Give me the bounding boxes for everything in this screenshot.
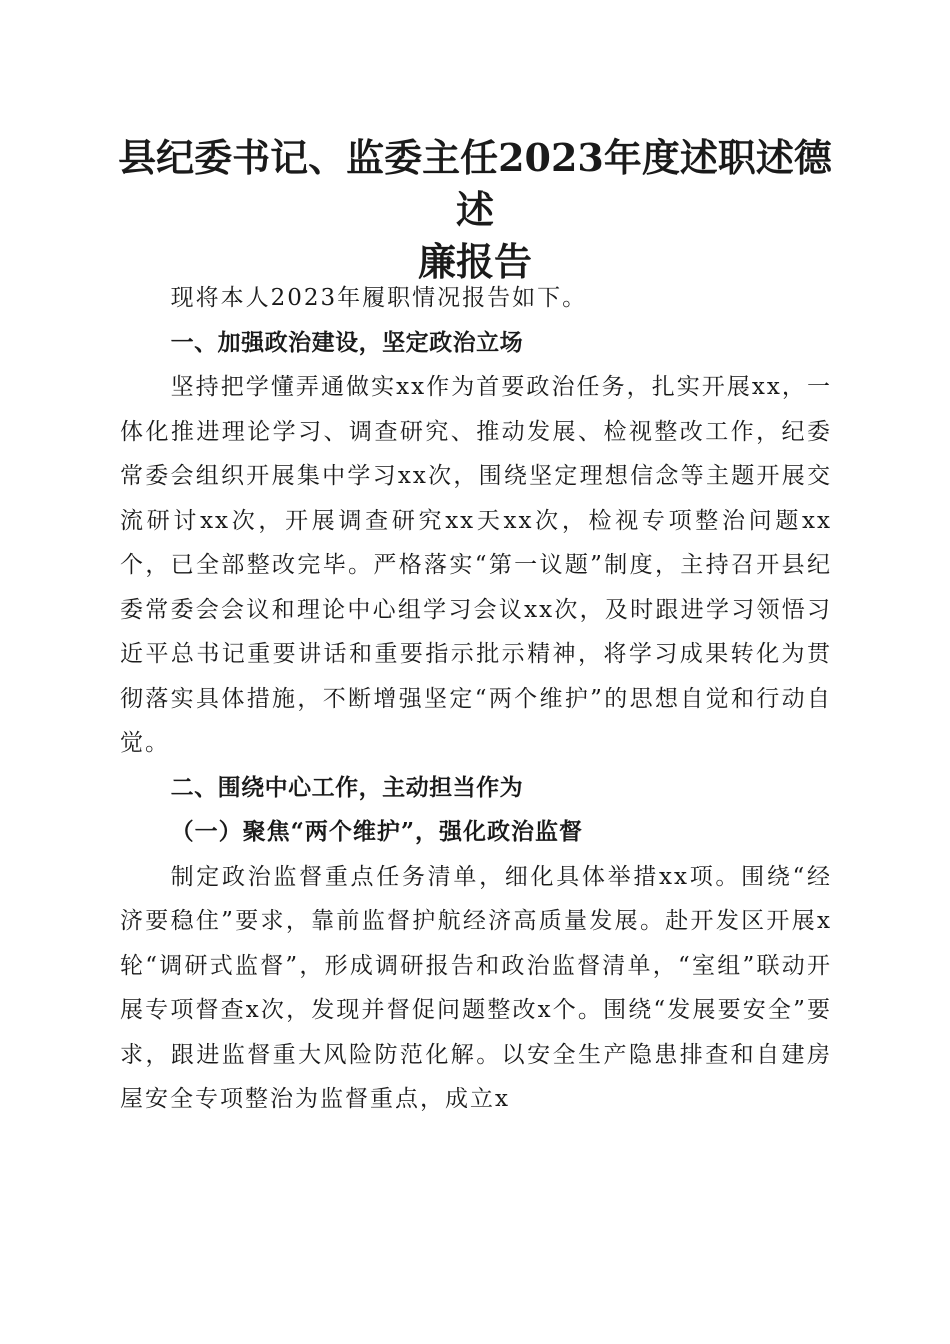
section-2-subheading: （一）聚焦“两个维护”，强化政治监督	[170, 818, 584, 845]
title-line-1: 县纪委书记、监委主任2023年度述职述德述	[118, 135, 832, 232]
intro-paragraph: 现将本人2023年履职情况报告如下。	[170, 285, 588, 311]
section-2-heading: 二、围绕中心工作，主动担当作为	[170, 774, 524, 801]
title-line-2: 廉报告	[417, 239, 532, 284]
document-title	[100, 132, 850, 288]
section-1-paragraph: 坚持把学懂弄通做实xx作为首要政治任务，扎实开展xx，一体化推进理论学习、调查研究、推动发展、检视整改工作，纪委常委会组织开展集中学习xx次，围绕坚定理想信念等主题开展交流研讨xx次，开展调查研究xx天xx次，检视专项整治问题xx个，已全部整改完毕。严格落实“第一议题”制度，主持召开县纪委常委会会议和理论中心组学习会议xx次，及时跟进学习领悟习近平总书记重要讲话和重要指示批示精神，将学习成果转化为贯彻落实具体措施，不断增强坚定“两个维护”的思想自觉和行动自觉。	[120, 374, 832, 756]
section-2-paragraph: 制定政治监督重点任务清单，细化具体举措xx项。围绕“经济要稳住”要求，靠前监督护航经济高质量发展。赴开发区开展x轮“调研式监督”，形成调研报告和政治监督清单，“室组”联动开展专项督查x次，发现并督促问题整改x个。围绕“发展要安全”要求，跟进监督重大风险防范化解。以安全生产隐患排查和自建房屋安全专项整治为监督重点，成立x	[120, 863, 832, 1112]
section-1-heading: 一、加强政治建设，坚定政治立场	[170, 329, 524, 356]
document-body	[120, 276, 832, 1122]
